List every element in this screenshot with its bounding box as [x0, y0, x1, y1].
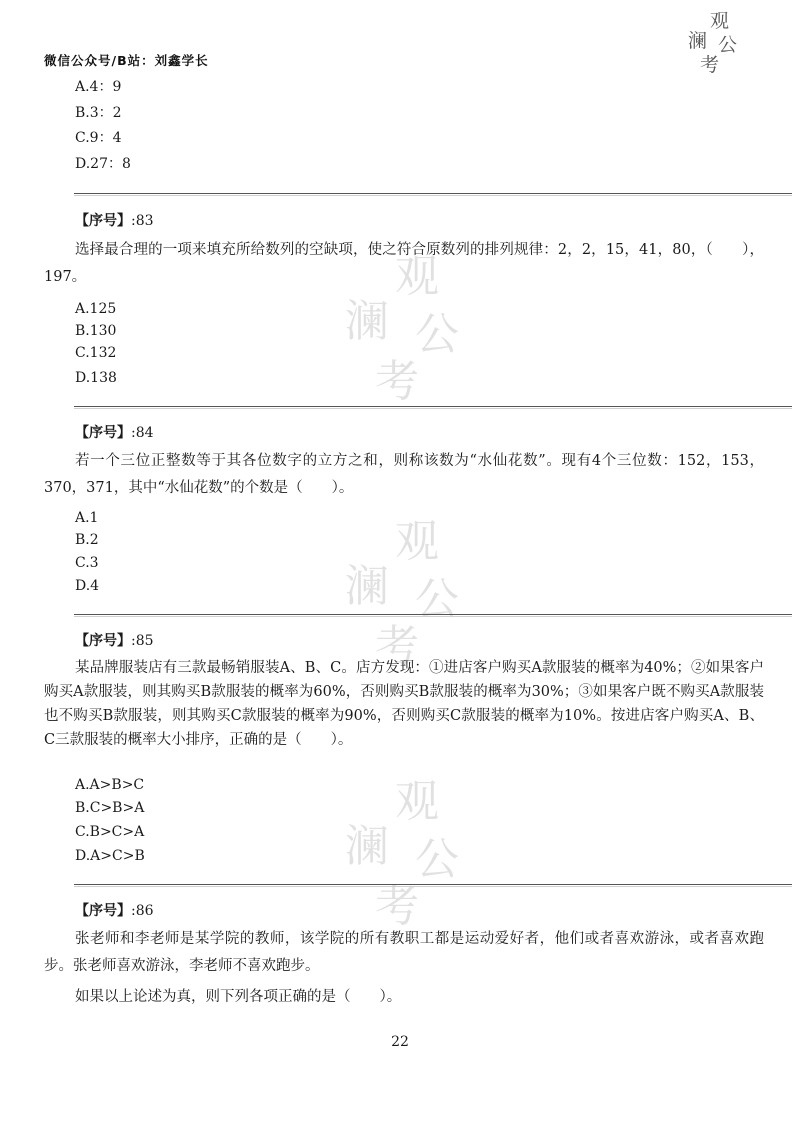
option: D.138: [75, 370, 117, 386]
question-number: :85: [131, 633, 154, 649]
option: C.3: [75, 555, 99, 571]
question-stem: 张老师和李老师是某学院的教师，该学院的所有教职工都是运动爱好者，他们或者喜欢游泳，或者喜欢跑步。张老师喜欢游泳，李老师不喜欢跑步。: [44, 931, 764, 974]
watermark-logo: 观 澜 公 考: [345, 776, 459, 932]
divider: [74, 406, 792, 407]
question-stem-continued: 如果以上论述为真，则下列各项正确的是（ ）。: [75, 989, 402, 1005]
option: B.C>B>A: [75, 800, 145, 816]
question-number: :84: [131, 425, 154, 441]
option: C.9：4: [75, 130, 122, 146]
corner-logo: 观 澜 公 考: [688, 10, 738, 76]
option: B.130: [75, 323, 117, 339]
divider: [74, 614, 792, 615]
option: C.132: [75, 345, 117, 361]
option: D.4: [75, 578, 100, 594]
question-number: :83: [131, 213, 154, 229]
option: A.A>B>C: [75, 777, 145, 793]
option: B.3：2: [75, 105, 122, 121]
option: A.125: [75, 301, 117, 317]
question-label: 【序号】: [75, 425, 131, 441]
question-label: 【序号】: [75, 633, 131, 649]
option: D.A>C>B: [75, 848, 145, 864]
option: A.4：9: [75, 79, 122, 95]
question-number: :86: [131, 903, 154, 919]
option: A.1: [75, 510, 99, 526]
question-stem: 某品牌服装店有三款最畅销服装A、B、C。店方发现：①进店客户购买A款服装的概率为40%；②如果客户购买A款服装，则其购买B款服装的概率为60%，否则购买B款服装的概率为30%；③如果客户既不购买A款服装也不购买B款服装，则其购买C款服装的概率为90%，否则购买C款服装的概率为10%。按进店客户购买A、B、C三款服装的概率大小排序，正确的是（ ）。: [44, 660, 764, 748]
divider: [74, 193, 792, 194]
option: C.B>C>A: [75, 824, 145, 840]
question-stem: 选择最合理的一项来填充所给数列的空缺项，使之符合原数列的排列规律：2，2，15，41，80，（ ），197。: [44, 242, 764, 285]
option: D.27：8: [75, 156, 131, 172]
question-header: [75, 424, 154, 442]
option: B.2: [75, 532, 99, 548]
question-header: [75, 632, 154, 650]
divider: [74, 884, 792, 885]
question-stem: 若一个三位正整数等于其各位数字的立方之和，则称该数为“水仙花数”。现有4个三位数：152，153，370，371，其中“水仙花数”的个数是（ ）。: [44, 453, 764, 496]
watermark-logo: 观 澜 公 考: [345, 516, 459, 672]
question-header: [75, 212, 154, 230]
watermark-logo: 观 澜 公 考: [345, 251, 459, 407]
question-label: 【序号】: [75, 213, 131, 229]
question-header: [75, 902, 154, 920]
page-number: 22: [391, 1034, 409, 1050]
question-label: 【序号】: [75, 903, 131, 919]
header-source: 微信公众号/B站：刘鑫学长: [44, 53, 209, 68]
